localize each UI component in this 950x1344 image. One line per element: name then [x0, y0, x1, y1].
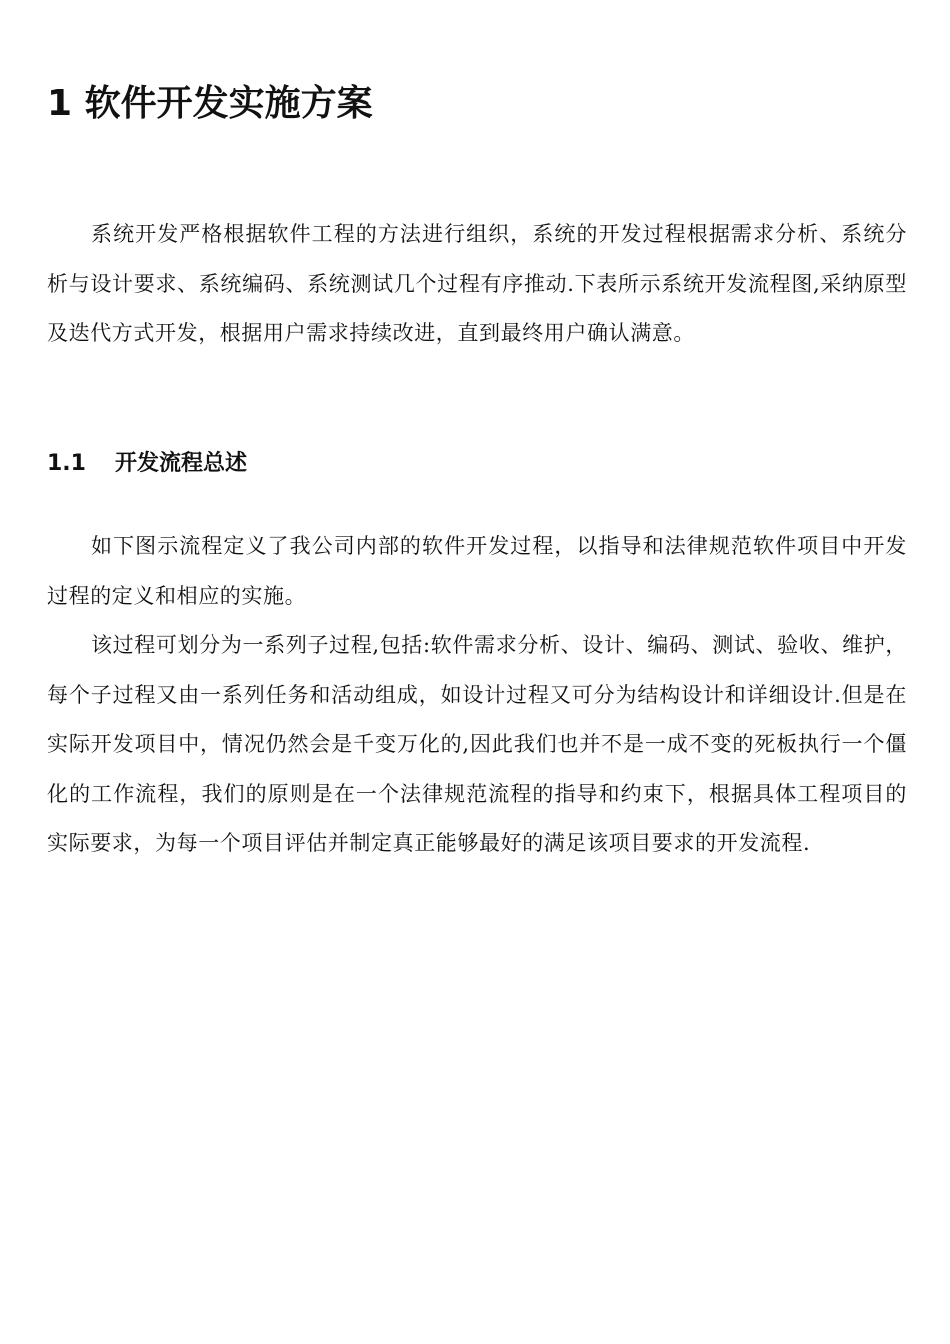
- section-title: 开发流程总述: [115, 451, 248, 476]
- chapter-title: 1 软件开发实施方案: [47, 83, 373, 124]
- section-heading: [47, 446, 247, 482]
- intro-paragraph: 系统开发严格根据软件工程的方法进行组织，系统的开发过程根据需求分析、系统分析与设计要求、系统编码、系统测试几个过程有序推动.下表所示系统开发流程图,采纳原型及迭代方式开发，根据用户需求持续改进，直到最终用户确认满意。: [47, 222, 907, 345]
- section-paragraph-1: 如下图示流程定义了我公司内部的软件开发过程，以指导和法律规范软件项目中开发过程的定义和相应的实施。: [47, 534, 907, 608]
- section-number: 1.1: [47, 451, 86, 476]
- section-paragraph-2: 该过程可划分为一系列子过程,包括:软件需求分析、设计、编码、测试、验收、维护，每个子过程又由一系列任务和活动组成，如设计过程又可分为结构设计和详细设计.但是在实际开发项目中，情况仍然会是千变万化的,因此我们也并不是一成不变的死板执行一个僵化的工作流程，我们的原则是在一个法律规范流程的指导和约束下，根据具体工程项目的实际要求，为每一个项目评估并制定真正能够最好的满足该项目要求的开发流程.: [47, 633, 907, 855]
